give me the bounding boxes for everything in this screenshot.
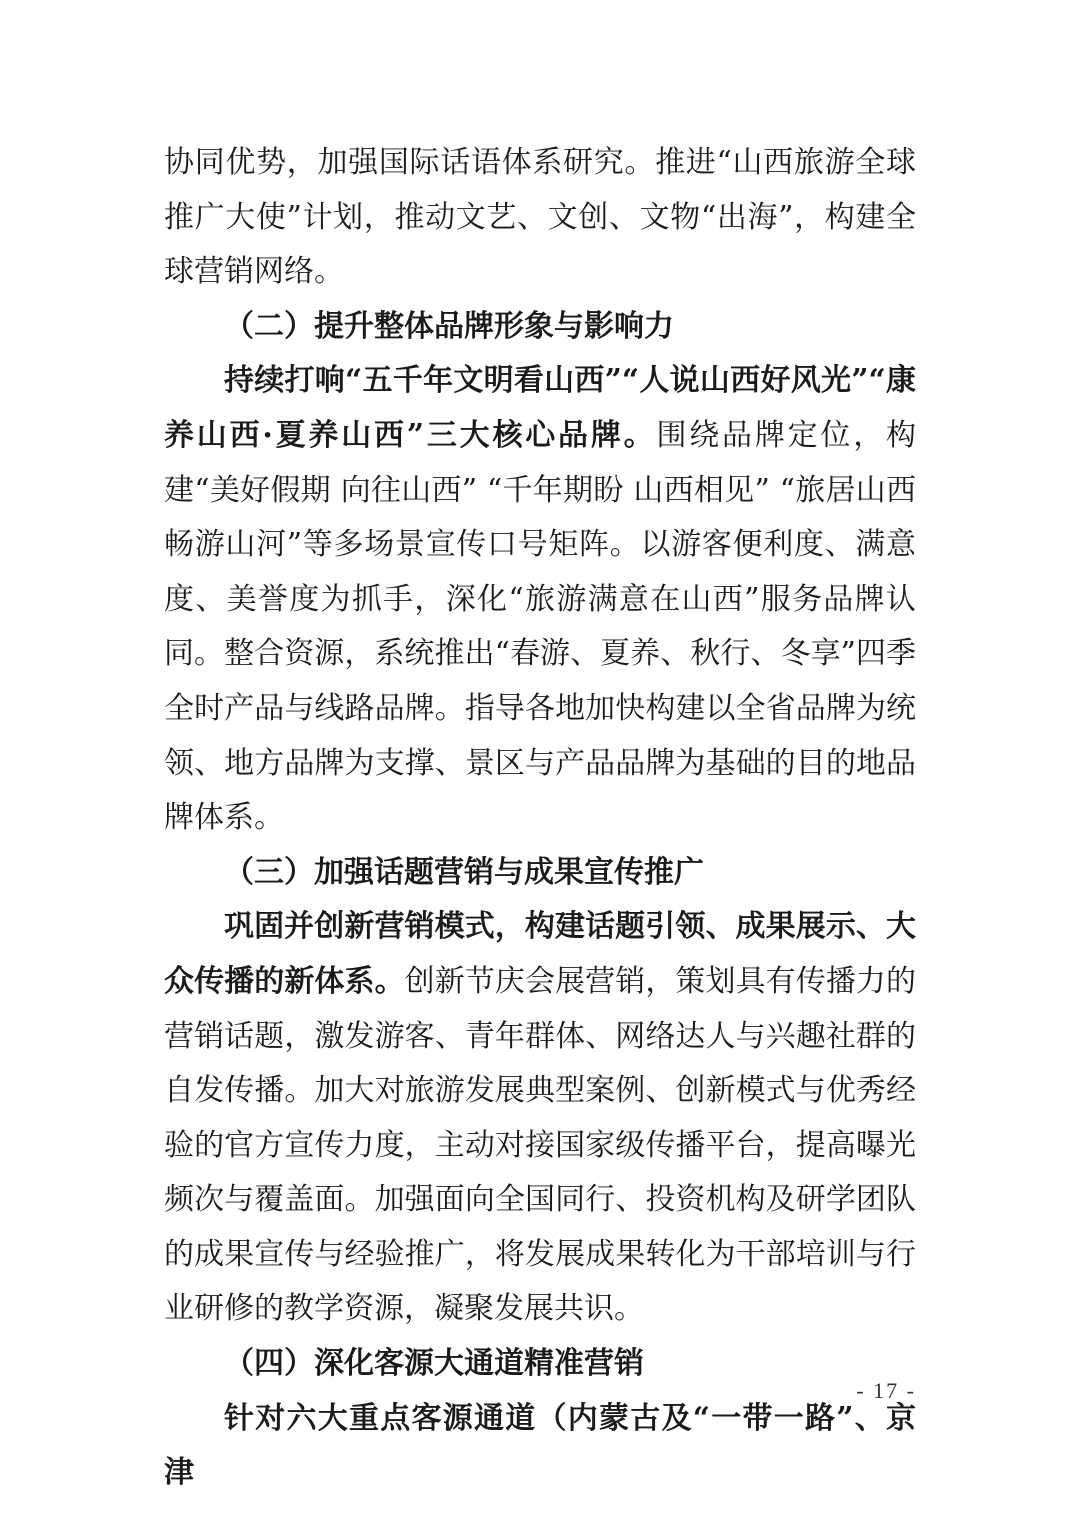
- section-lead-2: 持续打响“五千年文明看山西”“人说山西好风光”“康养山西·夏养山西”三大核心品牌。: [164, 363, 916, 453]
- section-body-3: 创新节庆会展营销，策划具有传播力的营销话题，激发游客、青年群体、网络达人与兴趣社群的自发传播。加大对旅游发展典型案例、创新模式与优秀经验的官方宣传力度，主动对接国家级传播平台，提高曝光频次与覆盖面。加强面向全国同行、投资机构及研学团队的成果宣传与经验推广，将发展成果转化为干部培训与行业研修的教学资源，凝聚发展共识。: [164, 963, 917, 1327]
- section-paragraph-3: [164, 900, 916, 1337]
- section-heading-3: （三）加强话题营销与成果宣传推广: [224, 854, 704, 890]
- section-heading-2: （二）提升整体品牌形象与影响力: [224, 308, 674, 344]
- section-paragraph-2: [164, 354, 916, 845]
- document-page: [164, 136, 916, 1501]
- section-body-2: 围绕品牌定位，构建“美好假期 向往山西” “千年期盼 山西相见” “旅居山西 畅游山河”等多场景宣传口号矩阵。以游客便利度、满意度、美誉度为抓手，深化“旅游满意在山西”服务品牌认同。整合资源，系统推出“春游、夏养、秋行、冬享”四季全时产品与线路品牌。指导各地加快构建以全省品牌为统领、地方品牌为支撑、景区与产品品牌为基础的目的地品牌体系。: [164, 417, 917, 836]
- section-paragraph-4: [164, 1392, 916, 1501]
- section-lead-4: 针对六大重点客源通道（内蒙古及“一带一路”、京津: [164, 1400, 916, 1491]
- paragraph-continuation: 协同优势，加强国际话语体系研究。推进“山西旅游全球推广大使”计划，推动文艺、文创、文物“出海”，构建全球营销网络。: [164, 145, 916, 290]
- section-heading-4: （四）深化客源大通道精准营销: [224, 1346, 644, 1382]
- section-lead-3: 巩固并创新营销模式，构建话题引领、成果展示、大众传播的新体系。: [164, 909, 916, 999]
- page-number: - 17 -: [856, 1378, 916, 1403]
